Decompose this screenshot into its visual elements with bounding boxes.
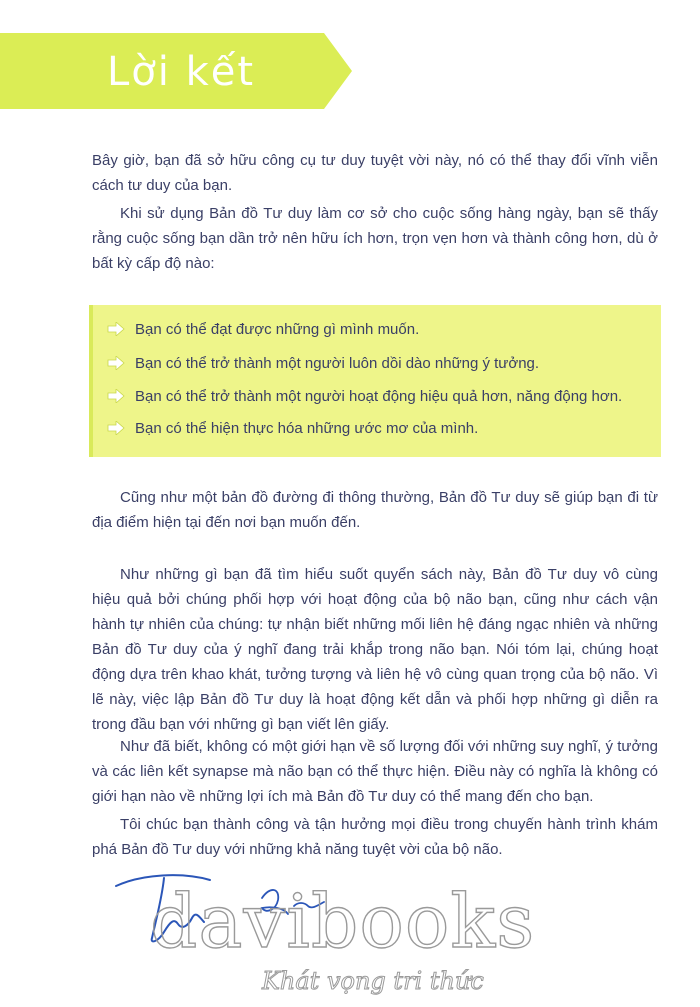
watermark-logo: davibooks [150, 879, 536, 965]
list-item [107, 318, 419, 342]
arrow-right-icon [107, 421, 125, 435]
arrow-right-icon [107, 389, 125, 403]
page-title: Lời kết [107, 49, 256, 95]
paragraph-closing: Tôi chúc bạn thành công và tận hưởng mọi điều trong chuyến hành trình khám phá Bản đồ Tư duy với những khả năng tuyệt vời của bộ não. [92, 816, 658, 858]
paragraph-how-it-works: Như những gì bạn đã tìm hiểu suốt quyển sách này, Bản đồ Tư duy vô cùng hiệu quả bởi chúng phối hợp với hoạt động của bộ não bạn, cũng như cách vận hành tự nhiên của chúng: tự nhận biết những mối liên hệ đáng ngạc nhiên và những Bản đồ Tư duy của ý nghĩ đang trải khắp trong não bạn. Nói tóm lại, chúng hoạt động dựa trên khao khát, tưởng tượng và liên hệ vô cùng quan trọng của bộ não. Vì lẽ này, việc lập Bản đồ Tư duy là hoạt động kết dẫn và phối hợp những gì diễn ra trong đầu bạn với những gì bạn viết lên giấy. [92, 566, 658, 733]
bullet-text: Bạn có thể trở thành một người hoạt động hiệu quả hơn, năng động hơn. [135, 388, 623, 405]
list-item [107, 385, 622, 409]
paragraph-no-limits: Như đã biết, không có một giới hạn về số lượng đối với những suy nghĩ, ý tưởng và các liên kết synapse mà não bạn có thể thực hiện. Điều này có nghĩa là không có giới hạn nào về những lợi ích mà Bản đồ Tư duy có thể mang đến cho bạn. [92, 738, 658, 805]
paragraph-intro: Bây giờ, bạn đã sở hữu công cụ tư duy tuyệt vời này, nó có thể thay đổi vĩnh viễn cách tư duy của bạn. [92, 152, 658, 194]
bullet-text: Bạn có thể hiện thực hóa những ước mơ của mình. [135, 420, 479, 437]
list-item [107, 417, 478, 441]
list-item [107, 352, 539, 376]
arrow-right-icon [107, 356, 125, 370]
bullet-text: Bạn có thể đạt được những gì mình muốn. [135, 321, 420, 338]
paragraph-map-analogy: Cũng như một bản đồ đường đi thông thường, Bản đồ Tư duy sẽ giúp bạn đi từ địa điểm hiện tại đến nơi bạn muốn đến. [92, 489, 658, 531]
paragraph-benefits-intro: Khi sử dụng Bản đồ Tư duy làm cơ sở cho cuộc sống hàng ngày, bạn sẽ thấy rằng cuộc sống bạn dần trở nên hữu ích hơn, trọn vẹn hơn và thành công hơn, dù ở bất kỳ cấp độ nào: [92, 205, 658, 272]
watermark-tagline: Khát vọng tri thức [262, 967, 484, 995]
benefits-box [89, 305, 661, 457]
bullet-text: Bạn có thể trở thành một người luôn dồi dào những ý tưởng. [135, 355, 540, 372]
arrow-right-icon [107, 322, 125, 336]
